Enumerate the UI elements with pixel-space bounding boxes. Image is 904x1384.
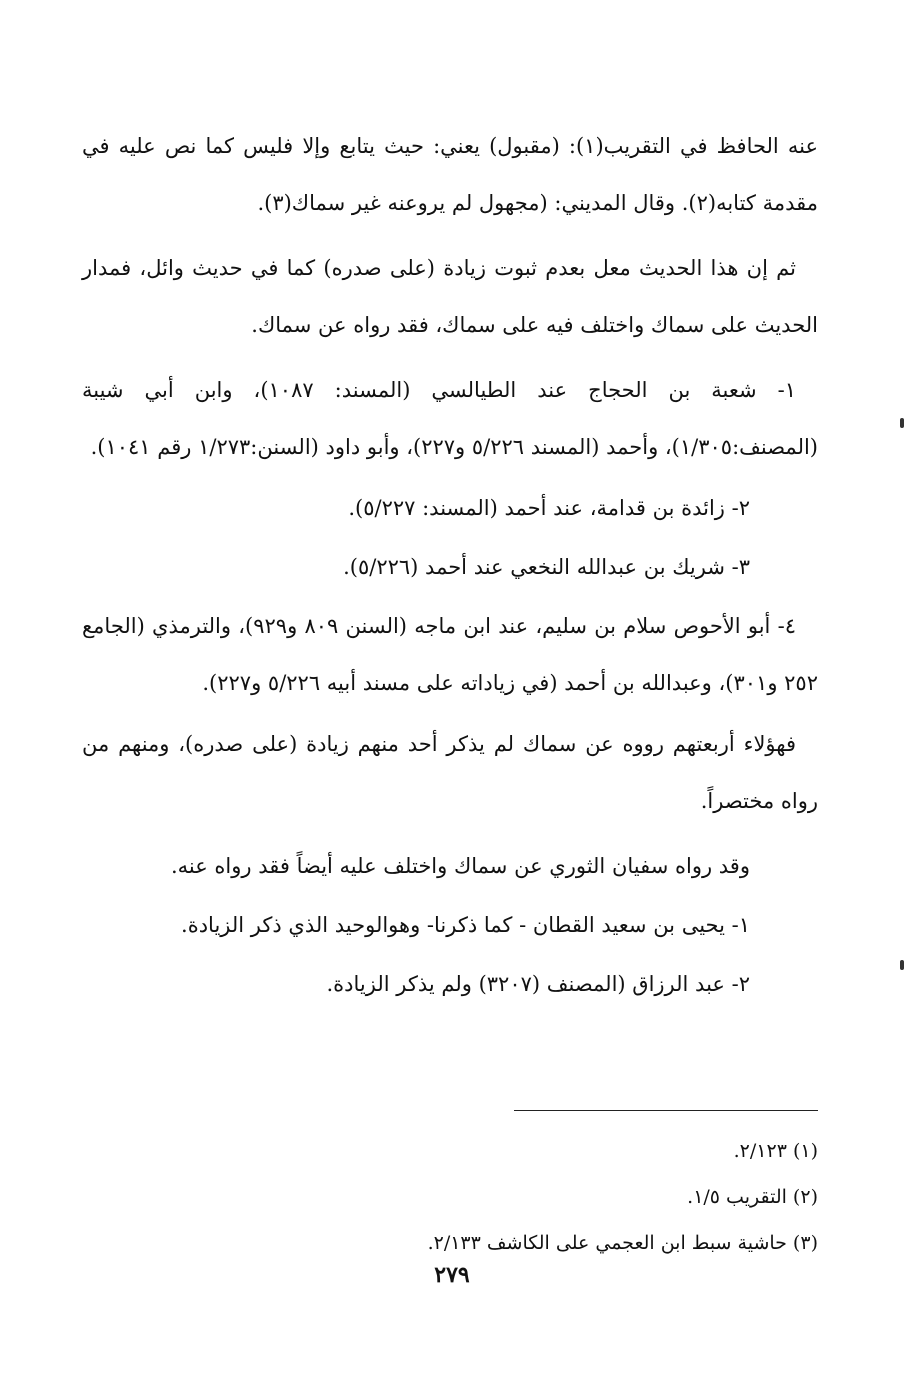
list-item-abu-al-ahwas: ٤- أبو الأحوص سلام بن سليم، عند ابن ماجه (السنن ٨٠٩ و٩٢٩)، والترمذي (الجامع ٢٥٢ و٣٠١)، وعبدالله بن أحمد (في زياداته على مسند أبيه ٥/٢٢٦ و٢٢٧). (82, 614, 818, 695)
footnote-divider (514, 1110, 818, 1111)
paragraph-2: ثم إن هذا الحديث معل بعدم ثبوت زيادة (على صدره) كما في حديث وائل، فمدار الحديث على سماك واختلف فيه على سماك، فقد رواه عن سماك. (82, 256, 818, 337)
list-item-sharik: ٣- شريك بن عبدالله النخعي عند أحمد (٥/٢٢٦). (343, 555, 750, 579)
paragraph-1: عنه الحافظ في التقريب(١): (مقبول) يعني: حيث يتابع وإلا فليس كما نص عليه في مقدمة كتابه(٢). وقال المديني: (مجهول لم يروعنه غير سماك(٣). (82, 134, 818, 215)
paragraph-summary: فهؤلاء أربعتهم رووه عن سماك لم يذكر أحد منهم زيادة (على صدره)، ومنهم من رواه مختصراً. (82, 732, 818, 813)
footnote-2: (٢) التقريب ١/٥. (687, 1186, 818, 1208)
footnote-3: (٣) حاشية سبط ابن العجمي على الكاشف ٢/١٣٣. (427, 1232, 818, 1254)
footnotes (82, 1128, 818, 1266)
paragraph-sufyan: وقد رواه سفيان الثوري عن سماك واختلف عليه أيضاً فقد رواه عنه. (170, 854, 750, 878)
margin-mark (900, 960, 904, 970)
list-item-zaida: ٢- زائدة بن قدامة، عند أحمد (المسند: ٥/٢٢٧). (348, 496, 750, 520)
list-item-shuba: ١- شعبة بن الحجاج عند الطيالسي (المسند: ١٠٨٧)، وابن أبي شيبة (المصنف:١/٣٠٥)، وأحمد (المسند ٥/٢٢٦ و٢٢٧)، وأبو داود (السنن:١/٢٧٣ رقم ١٠٤١). (82, 378, 818, 459)
page-number: ٢٧٩ (434, 1262, 470, 1288)
list-item-abdurrazzaq: ٢- عبد الرزاق (المصنف (٣٢٠٧) ولم يذكر الزيادة. (326, 972, 750, 996)
list-item-yahya: ١- يحيى بن سعيد القطان - كما ذكرنا- وهوالوحيد الذي ذكر الزيادة. (181, 913, 750, 937)
footnote-1: (١) ٢/١٢٣. (733, 1140, 818, 1162)
margin-mark (900, 418, 904, 428)
main-text (82, 118, 818, 1015)
